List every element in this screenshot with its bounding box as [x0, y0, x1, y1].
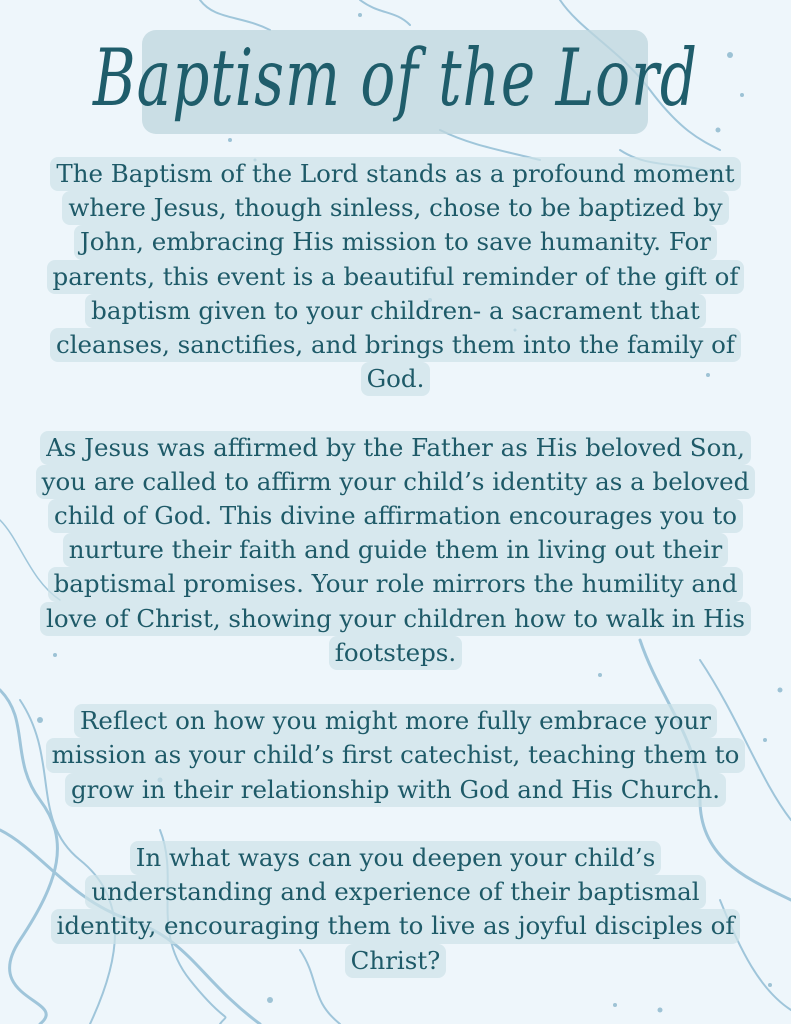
text-line: mission as your child’s first catechist, teaching them to	[46, 738, 746, 772]
text-line: understanding and experience of their baptismal	[85, 875, 705, 909]
paragraph-3	[10, 704, 781, 807]
text-line: child of God. This divine affirmation encourages you to	[48, 499, 743, 533]
text-line: baptism given to your children- a sacrament that	[85, 294, 706, 328]
text-line: In what ways can you deepen your child’s	[130, 841, 662, 875]
page-title: Baptism of the Lord	[93, 32, 698, 124]
paragraph-1	[10, 157, 781, 396]
paragraph-2	[10, 431, 781, 670]
reflection-body	[10, 157, 781, 1012]
text-line: love of Christ, showing your children how to walk in His	[40, 602, 751, 636]
text-line: identity, encouraging them to live as joyful disciples of	[51, 909, 741, 943]
text-line: Reflect on how you might more fully embrace your	[74, 704, 717, 738]
text-line: baptismal promises. Your role mirrors the humility and	[48, 567, 744, 601]
text-line: grow in their relationship with God and His Church.	[65, 773, 726, 807]
text-line: God.	[361, 362, 431, 396]
text-line: parents, this event is a beautiful reminder of the gift of	[47, 260, 745, 294]
text-line: cleanses, sanctifies, and brings them into the family of	[50, 328, 741, 362]
text-line: nurture their faith and guide them in living out their	[63, 533, 728, 567]
text-line: Christ?	[345, 944, 447, 978]
text-line: The Baptism of the Lord stands as a profound moment	[50, 157, 740, 191]
text-line: where Jesus, though sinless, chose to be baptized by	[62, 191, 728, 225]
text-line: footsteps.	[329, 636, 462, 670]
text-line: you are called to affirm your child’s identity as a beloved	[36, 465, 756, 499]
text-line: As Jesus was affirmed by the Father as His beloved Son,	[40, 431, 751, 465]
text-line: John, embracing His mission to save humanity. For	[74, 225, 717, 259]
paragraph-4	[10, 841, 781, 978]
